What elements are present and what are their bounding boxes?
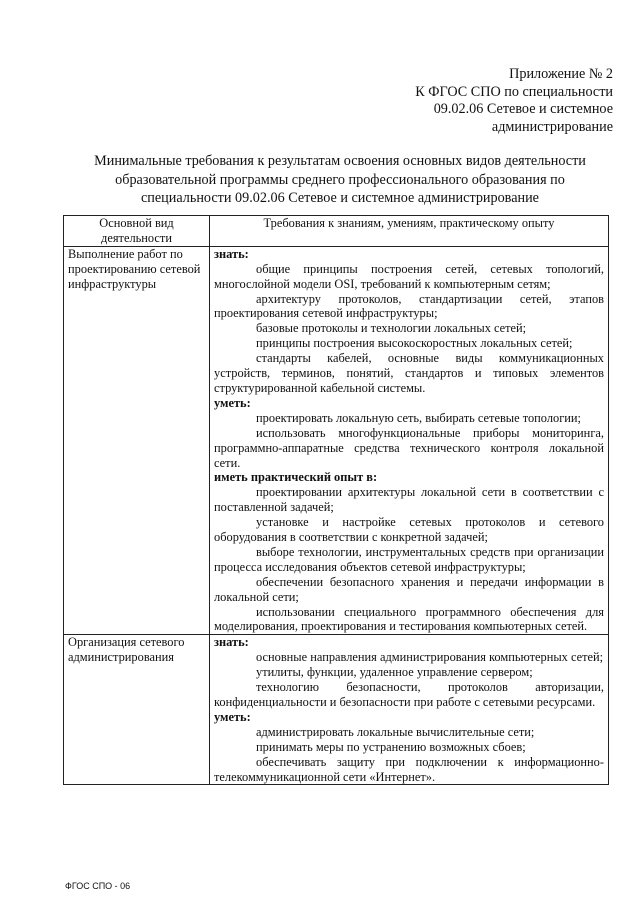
requirement-item: проектировать локальную сеть, выбирать сетевые топологии;	[256, 410, 581, 425]
footer-code: ФГОС СПО - 06	[65, 881, 131, 891]
title-line: специальности 09.02.06 Сетевое и системное администрирование	[141, 190, 539, 206]
appendix-line: 09.02.06 Сетевое и системное	[433, 101, 613, 117]
requirement-item: общие принципы построения сетей, сетевых топологий, многослойной модели OSI, требований к компьютерным сетям;	[214, 261, 604, 291]
section-label-can: уметь:	[214, 709, 251, 724]
section-label-can: уметь:	[214, 395, 251, 410]
column-header-requirements: Требования к знаниям, умениям, практическому опыту	[210, 216, 609, 247]
requirement-item: использовании специального программного обеспечения для моделирования, проектирования и тестирования компьютерных сетей.	[214, 604, 604, 634]
column-header-activity: Основной вид деятельности	[64, 216, 210, 247]
requirement-item: администрировать локальные вычислительные сети;	[256, 724, 535, 739]
requirement-item: использовать многофункциональные приборы мониторинга, программно-аппаратные средства технического контроля локальной сети.	[214, 425, 604, 470]
requirements-cell	[210, 246, 609, 635]
activity-cell	[64, 635, 210, 785]
activity-name: Организация сетевого администрирования	[68, 635, 185, 665]
activity-cell	[64, 246, 210, 635]
table-header-row	[64, 216, 609, 247]
requirement-item: стандарты кабелей, основные виды коммуникационных устройств, терминов, понятий, стандартов и типовых элементов структурированной кабельной системы.	[214, 351, 604, 395]
requirement-item: установке и настройке сетевых протоколов и сетевого оборудования в соответствии с конкретной задачей;	[214, 515, 604, 545]
document-title	[60, 152, 620, 208]
requirement-item: выборе технологии, инструментальных средств при организации процесса исследования объектов сетевой инфраструктуры;	[214, 544, 604, 574]
appendix-header	[293, 66, 613, 136]
title-line: Минимальные требования к результатам освоения основных видов деятельности	[94, 153, 586, 169]
section-label-experience: иметь практический опыт в:	[214, 470, 378, 485]
requirement-item: технологию безопасности, протоколов авторизации, конфиденциальности и безопасности при работе с сетевыми ресурсами.	[214, 680, 604, 709]
requirement-item: проектировании архитектуры локальной сети в соответствии с поставленной задачей;	[214, 485, 604, 515]
section-label-know: знать:	[214, 635, 249, 650]
section-label-know: знать:	[214, 246, 249, 261]
appendix-line: администрирование	[491, 118, 613, 135]
requirement-item: обеспечении безопасного хранения и передачи информации в локальной сети;	[214, 574, 604, 604]
requirement-item: утилиты, функции, удаленное управление сервером;	[256, 665, 533, 680]
appendix-line: Приложение № 2	[509, 66, 613, 82]
table-row	[64, 246, 609, 635]
requirement-item: обеспечивать защиту при подключении к информационно-телекоммуникационной сети «Интернет».	[214, 754, 604, 784]
requirements-table	[63, 215, 609, 785]
requirement-item: архитектуру протоколов, стандартизации сетей, этапов проектирования сетевой инфраструктуры;	[214, 291, 604, 321]
requirement-item: принципы построения высокоскоростных локальных сетей;	[256, 336, 573, 351]
requirement-item: основные направления администрирования компьютерных сетей;	[256, 650, 604, 665]
table-row	[64, 635, 609, 785]
title-line: образовательной программы среднего профессионального образования по	[115, 171, 565, 188]
requirement-item: базовые протоколы и технологии локальных сетей;	[256, 321, 527, 336]
requirement-item: принимать меры по устранению возможных сбоев;	[256, 739, 526, 754]
appendix-line: К ФГОС СПО по специальности	[415, 83, 613, 100]
activity-name: Выполнение работ по проектированию сетевой инфраструктуры	[68, 246, 201, 291]
requirements-cell	[210, 635, 609, 785]
